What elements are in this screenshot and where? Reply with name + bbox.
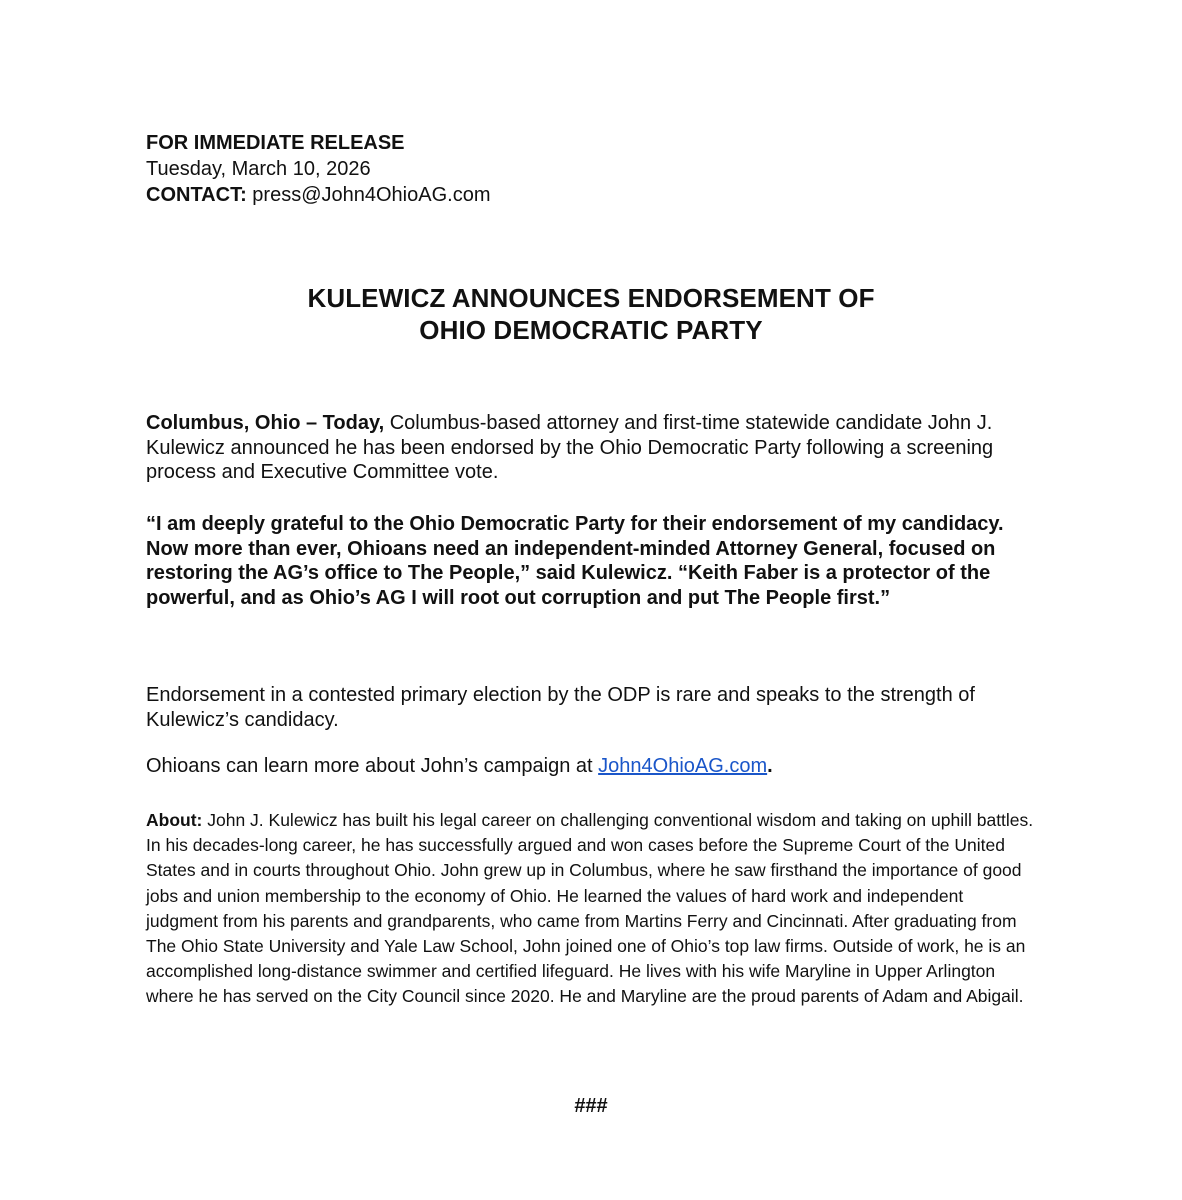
about-paragraph bbox=[146, 808, 1038, 1010]
headline bbox=[146, 282, 1036, 346]
learn-more-paragraph bbox=[146, 754, 1046, 779]
headline-line-2: OHIO DEMOCRATIC PARTY bbox=[419, 315, 763, 345]
contact-email: press@John4OhioAG.com bbox=[246, 184, 491, 206]
rarity-paragraph: Endorsement in a contested primary election by the ODP is rare and speaks to the strength of Kulewicz’s candidacy. bbox=[146, 684, 975, 731]
learn-more-suffix: . bbox=[767, 755, 773, 777]
release-date: Tuesday, March 10, 2026 bbox=[146, 158, 371, 180]
release-label: FOR IMMEDIATE RELEASE bbox=[146, 132, 405, 154]
about-text: John J. Kulewicz has built his legal career on challenging conventional wisdom and taking on uphill battles. In his decades-long career, he has successfully argued and won cases before the Supreme Court of the United States and in courts throughout Ohio. John grew up in Columbus, where he saw firsthand the importance of good jobs and union membership to the economy of Ohio. He learned the values of hard work and independent judgment from his parents and grandparents, who came from Martins Ferry and Cincinnati. After graduating from The Ohio State University and Yale Law School, John joined one of Ohio’s top law firms. Outside of work, he is an accomplished long-distance swimmer and certified lifeguard. He lives with his wife Maryline in Upper Arlington where he has served on the City Council since 2020. He and Maryline are the proud parents of Adam and Abigail. bbox=[146, 810, 1034, 1007]
intro-text: Columbus-based attorney and first-time statewide candidate John J. Kulewicz announced he has been endorsed by the Ohio Democratic Party following a screening process and Executive Committee vote. bbox=[146, 412, 994, 483]
release-header bbox=[146, 130, 490, 208]
contact-label: CONTACT: bbox=[146, 184, 247, 206]
campaign-website-link[interactable]: John4OhioAG.com bbox=[598, 755, 768, 777]
intro-paragraph bbox=[146, 411, 1046, 485]
contact-line bbox=[146, 182, 490, 208]
quote-paragraph: “I am deeply grateful to the Ohio Democratic Party for their endorsement of my candidacy. Now more than ever, Ohioans need an independent-minded Attorney General, focused on restoring the AG’s office to The People,” said Kulewicz. “Keith Faber is a protector of the powerful, and as Ohio’s AG I will root out corruption and put The People first.” bbox=[146, 513, 1004, 609]
headline-line-1: KULEWICZ ANNOUNCES ENDORSEMENT OF bbox=[307, 283, 875, 313]
learn-more-prefix: Ohioans can learn more about John’s campaign at bbox=[146, 755, 599, 777]
end-mark: ### bbox=[574, 1095, 608, 1117]
about-label: About: bbox=[146, 810, 203, 830]
dateline: Columbus, Ohio – Today, bbox=[146, 412, 385, 434]
